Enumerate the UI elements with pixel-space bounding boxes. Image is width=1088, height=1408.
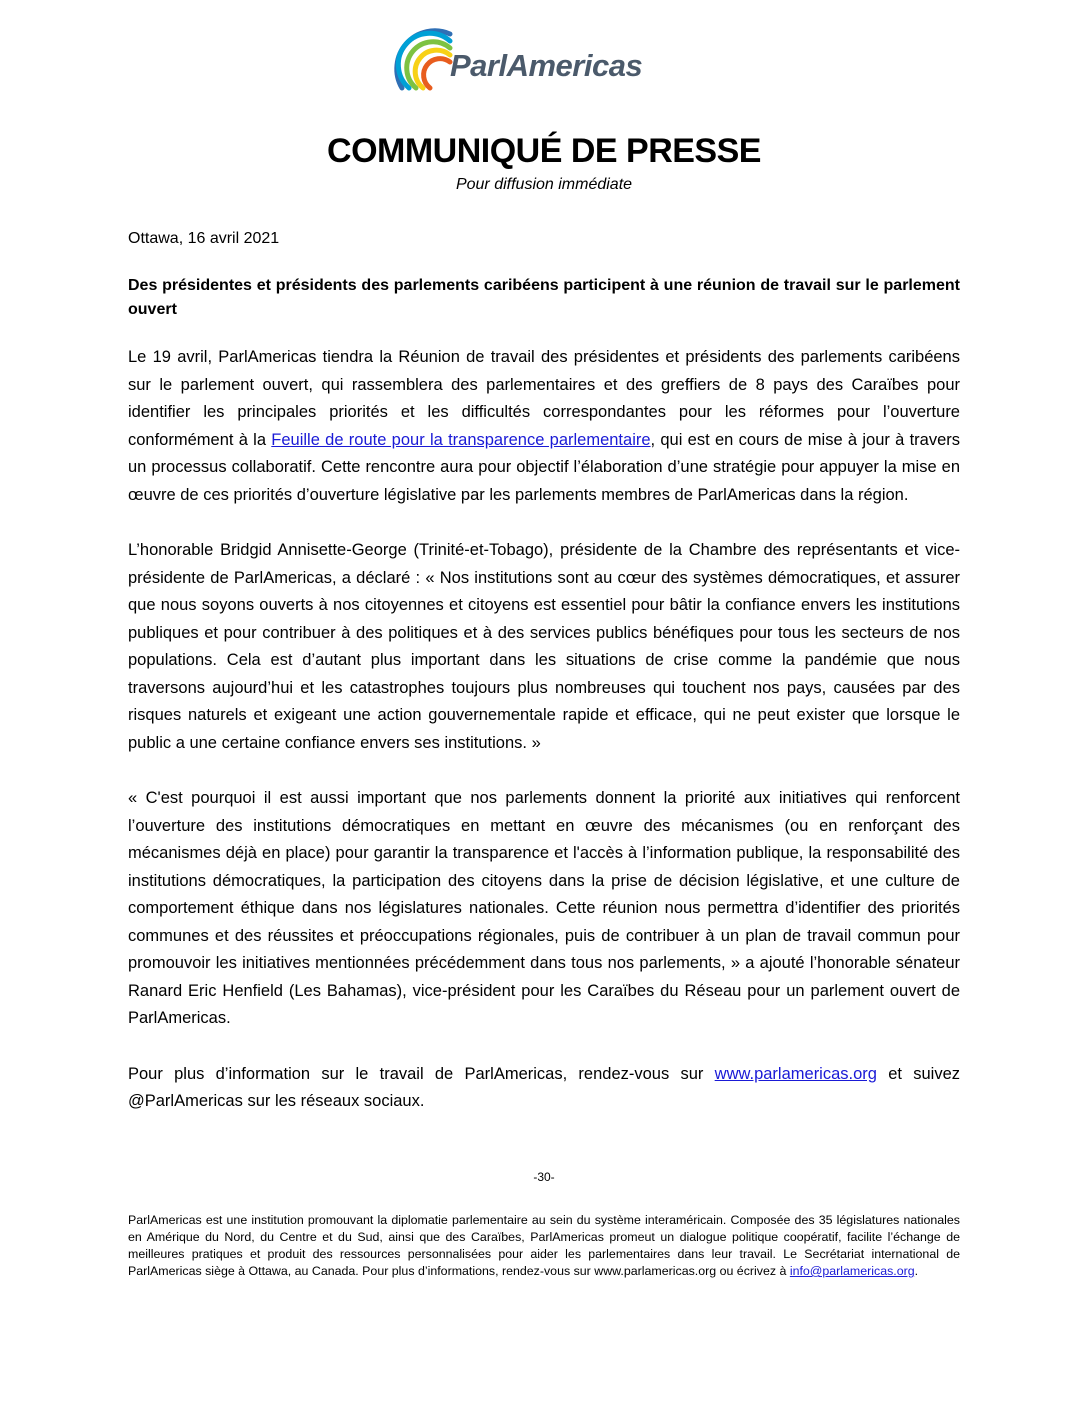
email-link[interactable]: info@parlamericas.org <box>789 1264 915 1278</box>
footer-end: . <box>914 1264 919 1278</box>
website-link[interactable]: www.parlamericas.org <box>714 1064 877 1083</box>
parlamericas-logo <box>388 22 708 94</box>
dateline: Ottawa, 16 avril 2021 <box>128 230 280 247</box>
paragraph-4 <box>128 1061 960 1116</box>
document-subtitle: Pour diffusion immédiate <box>455 176 633 193</box>
paragraph-4-text-start: Pour plus d’information sur le travail de ParlAmericas, rendez-vous sur <box>128 1064 715 1083</box>
paragraph-1 <box>128 344 960 509</box>
paragraph-4-text-end: et suivez @ParlAmericas sur les réseaux sociaux. <box>128 1064 961 1110</box>
logo-wordmark: ParlAmericas <box>450 48 643 83</box>
boilerplate-footer <box>128 1212 960 1280</box>
paragraph-1-text-end: , qui est en cours de mise à jour à travers un processus collaboratif. Cette rencontre aura pour objectif l’élaboration d’une stratégie pour appuyer la mise en œuvre de ces priorités d’ouverture législative par les parlements membres de ParlAmericas dans la région. <box>128 430 961 504</box>
body-text <box>128 344 960 1144</box>
paragraph-1-text-start: Le 19 avril, ParlAmericas tiendra la Réunion de travail des présidentes et présidents des parlements caribéens sur le parlement ouvert, qui rassemblera des parlementaires et des greffiers de 8 pays des Caraïbes pour identifier les principales priorités et les difficultés correspondantes pour les réformes pour l’ouverture conformément à la <box>128 348 960 449</box>
document-title: COMMUNIQUÉ DE PRESSE <box>327 132 761 170</box>
end-mark: -30- <box>533 1170 555 1184</box>
paragraph-3: « C'est pourquoi il est aussi important que nos parlements donnent la priorité aux initiatives qui renforcent l’ouverture des institutions démocratiques en mettant en œuvre des mécanismes (ou en renforçant des mécanismes déjà en place) pour garantir la transparence et l'accès à l’information publique, la responsabilité des institutions démocratiques, la participation des citoyens dans la prise de décision législative, et une culture de comportement éthique dans nos législatures nationales. Cette réunion nous permettra d’identifier des priorités communes et des réussites et préoccupations régionales, puis de contribuer à un plan de travail commun pour promouvoir les initiatives mentionnées précédemment dans tous nos parlements, » a ajouté l’honorable sénateur Ranard Eric Henfield (Les Bahamas), vice-président pour les Caraïbes du Réseau pour un parlement ouvert de ParlAmericas. <box>128 789 960 1027</box>
headline: Des présidentes et présidents des parlements caribéens participent à une réunion de travail sur le parlement ouvert <box>128 277 960 318</box>
roadmap-link[interactable]: Feuille de route pour la transparence parlementaire <box>271 430 651 449</box>
paragraph-2: L’honorable Bridgid Annisette-George (Trinité-et-Tobago), présidente de la Chambre des représentants et vice-présidente de ParlAmericas, a déclaré : « Nos institutions sont au cœur des systèmes démocratiques, et assurer que nous soyons ouverts à nos citoyennes et citoyens est essentiel pour bâtir la confiance envers les institutions publiques et pour contribuer à des politiques et à des services publics bénéfiques pour tous les secteurs de nos populations. Cela est d’autant plus important dans les situations de crise comme la pandémie que nous traversons aujourd’hui et les catastrophes toujours plus nombreuses qui touchent nos pays, causées par des risques naturels et exigeant une action gouvernementale rapide et efficace, qui ne peut exister que lorsque le public a une certaine confiance envers ses institutions. » <box>128 541 960 752</box>
footer-text: ParlAmericas est une institution promouvant la diplomatie parlementaire au sein du système interaméricain. Composée des 35 législatures nationales en Amérique du Nord, du Centre et du Sud, ainsi que des Caraïbes, ParlAmericas promeut un dialogue politique coopératif, facilite l’échange de meilleures pratiques et produit des ressources personnalisées pour aider les parlementaires dans leur travail. Le Secrétariat international de ParlAmericas siège à Ottawa, au Canada. Pour plus d’informations, rendez-vous sur www.parlamericas.org ou écrivez à <box>128 1213 960 1278</box>
